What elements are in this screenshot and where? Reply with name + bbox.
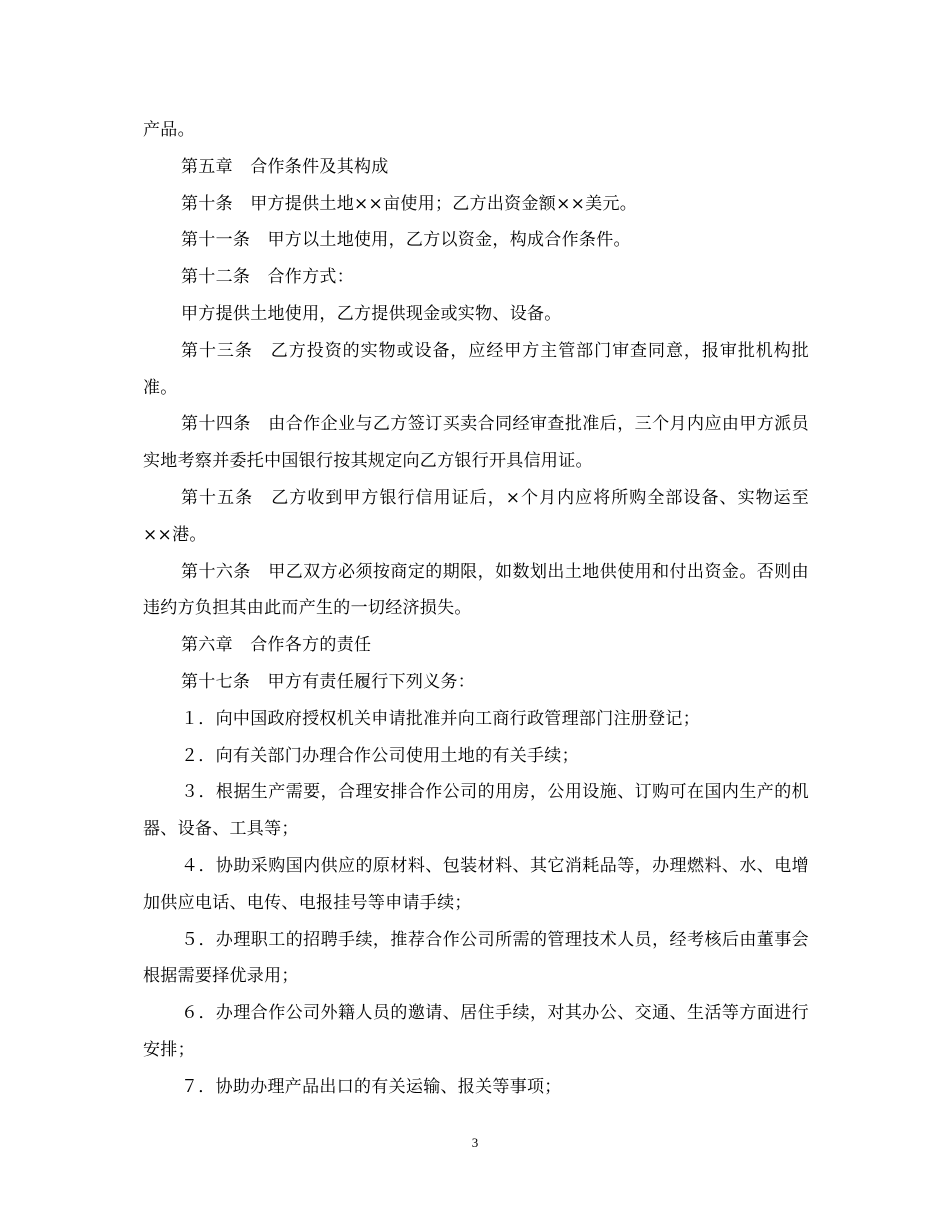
document-body xyxy=(143,112,809,1106)
article-12-detail: 甲方提供土地使用，乙方提供现金或实物、设备。 xyxy=(181,303,562,324)
chapter-heading-6: 第六章 合作各方的责任 xyxy=(181,635,372,656)
list-item-4: ４．协助采购国内供应的原材料、包装材料、其它消耗品等，办理燃料、水、电增加供应电话、电传、电报挂号等申请手续； xyxy=(143,855,809,913)
article-13: 第十三条 乙方投资的实物或设备，应经甲方主管部门审查同意，报审批机构批准。 xyxy=(143,340,809,398)
article-17: 第十七条 甲方有责任履行下列义务： xyxy=(181,671,476,692)
list-item-7: ７．协助办理产品出口的有关运输、报关等事项； xyxy=(181,1076,562,1097)
list-item-5: ５．办理职工的招聘手续，推荐合作公司所需的管理技术人员，经考核后由董事会根据需要择优录用； xyxy=(143,929,809,987)
list-item-1: １．向中国政府授权机关申请批准并向工商行政管理部门注册登记； xyxy=(181,708,700,729)
article-12: 第十二条 合作方式： xyxy=(181,267,354,288)
paragraph-1: 产品。 xyxy=(143,120,195,140)
article-16: 第十六条 甲乙双方必须按商定的期限，如数划出土地供使用和付出资金。否则由违约方负担其由此而产生的一切经济损失。 xyxy=(143,561,809,619)
article-11: 第十一条 甲方以土地使用，乙方以资金，构成合作条件。 xyxy=(181,230,631,251)
list-item-6: ６．办理合作公司外籍人员的邀请、居住手续，对其办公、交通、生活等方面进行安排； xyxy=(143,1003,809,1060)
list-item-2: ２．向有关部门办理合作公司使用土地的有关手续； xyxy=(181,745,579,766)
article-14: 第十四条 由合作企业与乙方签订买卖合同经审查批准后，三个月内应由甲方派员实地考察并委托中国银行按其规定向乙方银行开具信用证。 xyxy=(143,414,809,472)
chapter-heading-5: 第五章 合作条件及其构成 xyxy=(181,156,389,177)
list-item-3: ３．根据生产需要，合理安排合作公司的用房，公用设施、订购可在国内生产的机器、设备、工具等； xyxy=(143,782,809,840)
article-15: 第十五条 乙方收到甲方银行信用证后，×个月内应将所购全部设备、实物运至××港。 xyxy=(143,487,809,545)
article-10: 第十条 甲方提供土地××亩使用；乙方出资金额××美元。 xyxy=(181,193,638,214)
page-number: 3 xyxy=(471,1135,479,1150)
